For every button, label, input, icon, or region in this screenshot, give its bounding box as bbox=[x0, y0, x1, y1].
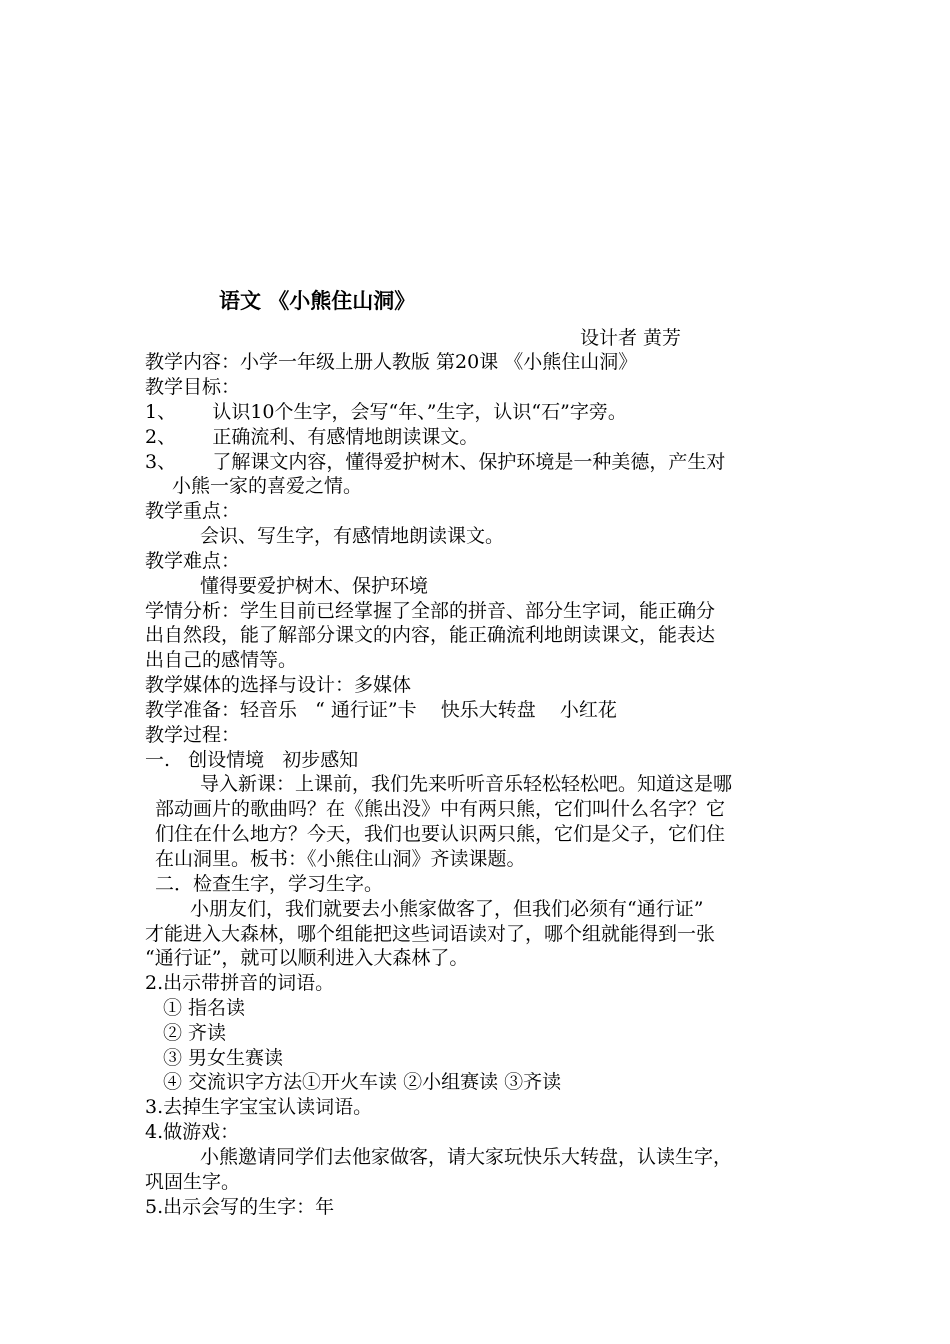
text-line: 出自然段，能了解部分课文的内容，能正确流利地朗读课文，能表达 bbox=[145, 624, 716, 646]
text-line: 们住在什么地方？今天，我们也要认识两只熊，它们是父子，它们住 bbox=[155, 823, 726, 845]
text-line: 教学目标： bbox=[145, 376, 241, 398]
text-line: 3、 了解课文内容，懂得爱护树木、保护环境是一种美德，产生对 bbox=[145, 451, 726, 473]
text-line: 教学媒体的选择与设计：多媒体 bbox=[145, 674, 412, 696]
section-heading: 教学重点： bbox=[145, 500, 241, 522]
text-line: 小熊一家的喜爱之情。 bbox=[172, 475, 363, 497]
text-line: 1、 认识10个生字，会写“年、”生字，认识“石”字旁。 bbox=[145, 401, 627, 423]
text-line: 导入新课：上课前，我们先来听听音乐轻松轻松吧。知道这是哪 bbox=[200, 773, 733, 795]
list-item: ① 指名读 bbox=[163, 997, 246, 1019]
section-heading: 教学过程： bbox=[145, 724, 241, 746]
text-line: 小朋友们，我们就要去小熊家做客了，但我们必须有“通行证” bbox=[190, 898, 704, 920]
list-item: ③ 男女生赛读 bbox=[163, 1047, 284, 1069]
text-line: “通行证”，就可以顺利进入大森林了。 bbox=[145, 947, 469, 969]
list-item: ② 齐读 bbox=[163, 1022, 227, 1044]
text-line: 才能进入大森林，哪个组能把这些词语读对了，哪个组就能得到一张 bbox=[145, 923, 716, 945]
text-line: 3.去掉生字宝宝认读词语。 bbox=[145, 1096, 373, 1118]
text-line: 巩固生字。 bbox=[145, 1171, 241, 1193]
text-line: 一. 创设情境 初步感知 bbox=[145, 749, 359, 771]
text-line: 5.出示会写的生字：年 bbox=[145, 1196, 335, 1218]
text-line: 4.做游戏： bbox=[145, 1121, 240, 1143]
text-line: 学情分析：学生目前已经掌握了全部的拼音、部分生字词，能正确分 bbox=[145, 600, 716, 622]
section-heading: 教学难点： bbox=[145, 550, 241, 572]
text-line: 懂得要爱护树木、保护环境 bbox=[200, 575, 429, 597]
text-line: 2.出示带拼音的词语。 bbox=[145, 972, 335, 994]
text-line: 2、 正确流利、有感情地朗读课文。 bbox=[145, 426, 479, 448]
text-line: 教学内容：小学一年级上册人教版 第20课 《小熊住山洞》 bbox=[145, 351, 638, 373]
document-title: 语文 《小熊住山洞》 bbox=[219, 288, 416, 313]
author-line: 设计者 黄芳 bbox=[580, 327, 682, 349]
text-line: 部动画片的歌曲吗？在《熊出没》中有两只熊，它们叫什么名字？它 bbox=[155, 798, 726, 820]
text-line: 在山洞里。板书：《小熊住山洞》齐读课题。 bbox=[155, 848, 526, 870]
text-line: 教学准备：轻音乐 “ 通行证”卡 快乐大转盘 小红花 bbox=[145, 699, 617, 721]
text-line: 会识、写生字，有感情地朗读课文。 bbox=[200, 525, 505, 547]
text-line: 小熊邀请同学们去他家做客，请大家玩快乐大转盘，认读生字， bbox=[200, 1146, 733, 1168]
text-line: 二．检查生字，学习生字。 bbox=[155, 873, 384, 895]
text-line: 出自己的感情等。 bbox=[145, 649, 298, 671]
list-item: ④ 交流识字方法①开火车读 ②小组赛读 ③齐读 bbox=[163, 1071, 562, 1093]
